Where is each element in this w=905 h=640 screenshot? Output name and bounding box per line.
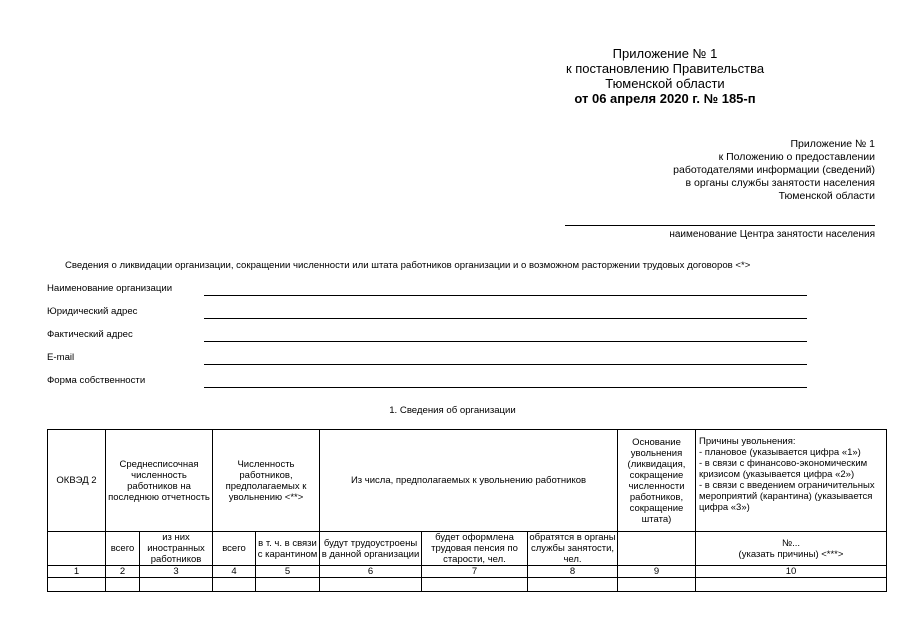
sub-service: обратятся в органы службы занятости, чел. xyxy=(529,532,616,565)
field-label: Фактический адрес xyxy=(47,329,133,340)
col-number: 6 xyxy=(320,566,422,578)
annex-line-4: в органы службы занятости населения xyxy=(685,177,875,189)
table-cell[interactable] xyxy=(320,578,422,592)
header-line-3: Тюменской области xyxy=(605,76,725,91)
document-title: Сведения о ликвидации организации, сокращении численности или штата работников организации и о возможном расторжении трудовых договоров <*> xyxy=(65,260,751,271)
table-cell[interactable] xyxy=(106,578,140,592)
reason-hint: (указать причины) <***> xyxy=(738,548,844,560)
field-actual-address xyxy=(47,329,807,343)
reason-2: - в связи с финансово-экономическим кризисом (указывается цифра «2») xyxy=(699,458,868,480)
table-cell[interactable] xyxy=(256,578,320,592)
col-number: 8 xyxy=(528,566,618,578)
header-dismissal-reasons xyxy=(696,430,887,532)
header-okved: ОКВЭД 2 xyxy=(48,430,106,532)
header-dismissal-count: Численность работников, предполагаемых к увольнению <**> xyxy=(213,430,320,532)
field-line[interactable] xyxy=(204,295,807,296)
table-cell[interactable] xyxy=(528,578,618,592)
annex-block xyxy=(575,138,875,203)
table-cell[interactable] xyxy=(696,578,887,592)
table-header-row xyxy=(48,430,887,532)
annex-line-2: к Положению о предоставлении xyxy=(718,151,875,163)
sub-empty-basis xyxy=(618,532,696,566)
header-average-headcount: Среднесписочная численность работников на последнюю отчетность xyxy=(106,430,213,532)
annex-line-5: Тюменской области xyxy=(778,190,875,202)
table-cell[interactable] xyxy=(618,578,696,592)
reason-3: - в связи с введением ограничительных мероприятий (карантина) (указывается цифра «3») xyxy=(699,480,875,513)
sub-total: всего xyxy=(106,532,140,566)
reasons-title: Причины увольнения: xyxy=(699,436,796,447)
table-subheader-row xyxy=(48,532,887,566)
col-number: 9 xyxy=(618,566,696,578)
employment-center-line[interactable] xyxy=(565,225,875,226)
col-number: 2 xyxy=(106,566,140,578)
field-ownership-form xyxy=(47,375,807,389)
table-cell[interactable] xyxy=(48,578,106,592)
table-row xyxy=(48,578,887,592)
field-label: E-mail xyxy=(47,352,75,363)
col-number: 7 xyxy=(422,566,528,578)
table-cell[interactable] xyxy=(213,578,256,592)
header-line-1: Приложение № 1 xyxy=(612,46,718,61)
sub-pension: будет оформлена трудовая пенсия по старости, чел. xyxy=(422,532,528,566)
field-line[interactable] xyxy=(204,318,807,319)
sub-foreign: из них иностранных работников xyxy=(140,532,213,566)
reason-1: - плановое (указывается цифра «1») xyxy=(699,447,861,458)
col-number: 10 xyxy=(696,566,887,578)
table-number-row xyxy=(48,566,887,578)
field-line[interactable] xyxy=(204,387,807,388)
sub-employed: будут трудоустроены в данной организации xyxy=(320,532,422,566)
header-line-2: к постановлению Правительства xyxy=(565,61,765,76)
annex-line-1: Приложение № 1 xyxy=(790,138,875,150)
header-line-4: от 06 апреля 2020 г. № 185-п xyxy=(574,91,756,106)
table-cell[interactable] xyxy=(422,578,528,592)
sub-reason xyxy=(696,532,887,566)
field-legal-address xyxy=(47,306,807,320)
field-label: Наименование организации xyxy=(47,283,173,294)
header-block xyxy=(515,46,815,106)
field-label: Форма собственности xyxy=(47,375,146,386)
employment-center-caption: наименование Центра занятости населения xyxy=(669,229,875,240)
header-of-those: Из числа, предполагаемых к увольнению работников xyxy=(320,430,618,532)
reason-number: №... xyxy=(781,537,801,549)
field-organization-name xyxy=(47,283,807,297)
annex-line-3: работодателями информации (сведений) xyxy=(673,164,875,176)
sub-quarantine: в т. ч. в связи с карантином xyxy=(256,532,320,566)
col-number: 4 xyxy=(213,566,256,578)
section-title: 1. Сведения об организации xyxy=(389,405,516,416)
field-line[interactable] xyxy=(204,341,807,342)
organization-table xyxy=(47,429,887,592)
col-number: 3 xyxy=(140,566,213,578)
sub-empty xyxy=(48,532,106,566)
col-number: 1 xyxy=(48,566,106,578)
field-label: Юридический адрес xyxy=(47,306,138,317)
col-number: 5 xyxy=(256,566,320,578)
field-email xyxy=(47,352,807,366)
field-line[interactable] xyxy=(204,364,807,365)
header-dismissal-basis: Основание увольнения (ликвидация, сокращение численности работников, сокращение штата) xyxy=(618,430,696,532)
sub-total-2: всего xyxy=(213,532,256,566)
table-cell[interactable] xyxy=(140,578,213,592)
